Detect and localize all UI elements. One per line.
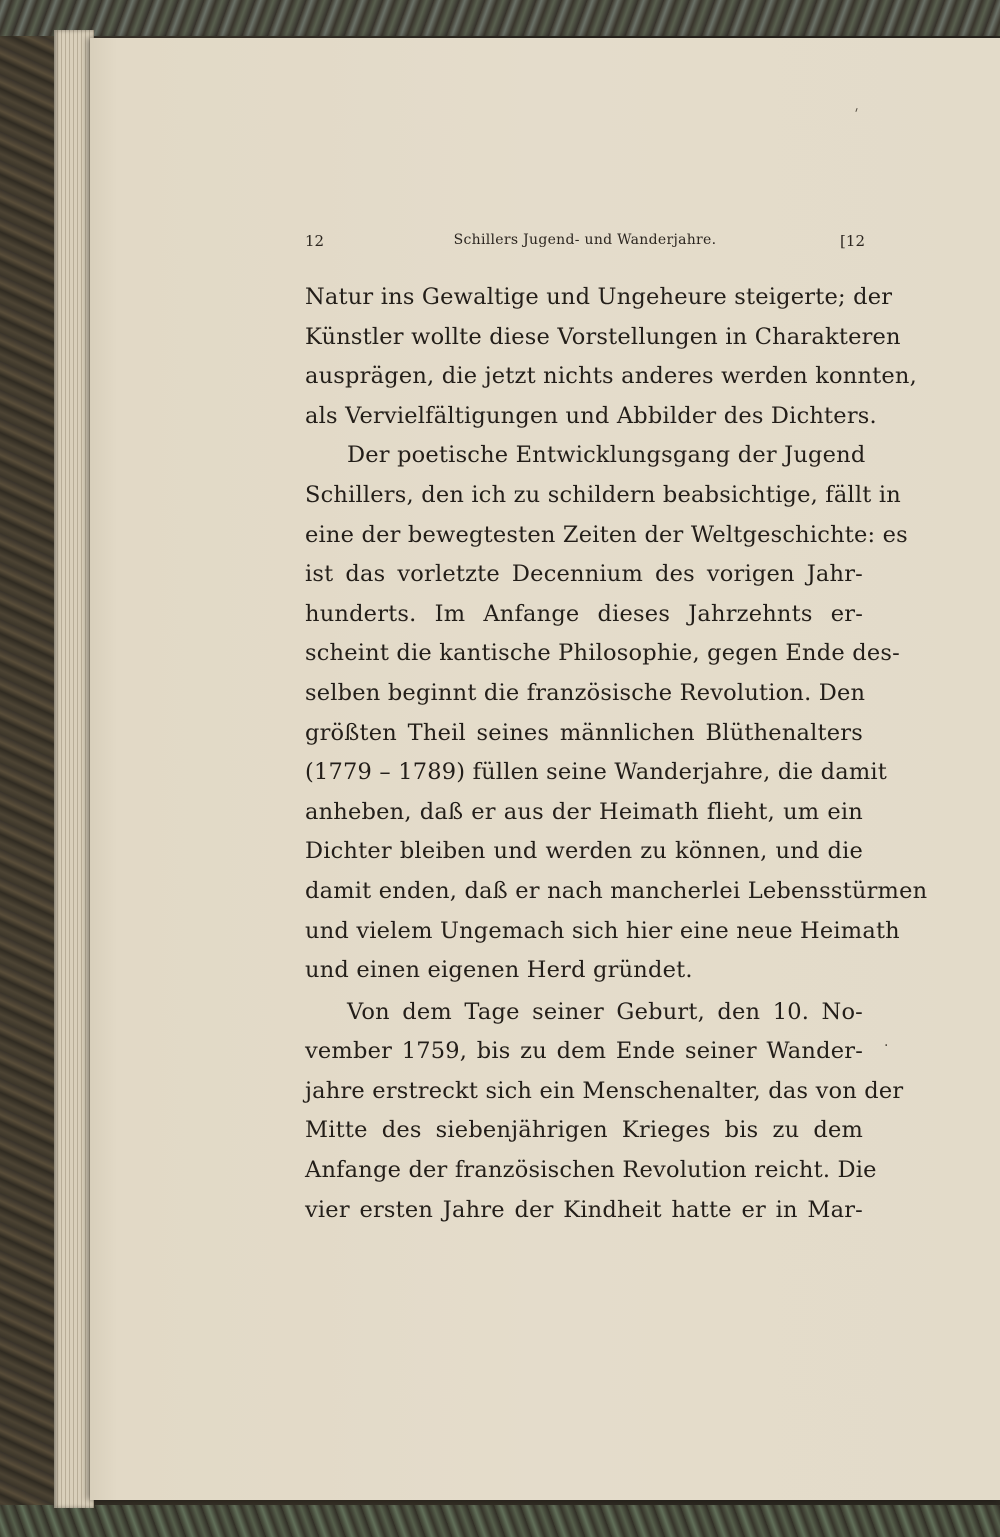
text-line: hunderts. Im Anfange dieses Jahrzehnts er- bbox=[305, 600, 863, 627]
text-line: damit enden, daß er nach mancherlei Lebensstürmen bbox=[305, 877, 928, 904]
text-line: Anfange der französischen Revolution reicht. Die bbox=[305, 1157, 877, 1184]
page-number-right: [12 bbox=[840, 232, 865, 250]
text-line: anheben, daß er aus der Heimath flieht, um ein bbox=[305, 798, 863, 825]
text-line: Schillers, den ich zu schildern beabsichtige, fällt in bbox=[305, 481, 901, 508]
text-line: eine der bewegtesten Zeiten der Weltgeschichte: es bbox=[305, 521, 908, 548]
text-line: jahre erstreckt sich ein Menschenalter, das von der bbox=[305, 1077, 904, 1104]
marbled-cover-top bbox=[0, 0, 1000, 36]
text-line: vember 1759, bis zu dem Ende seiner Wander- bbox=[305, 1038, 863, 1065]
stray-mark: · bbox=[884, 1038, 889, 1054]
text-line: Künstler wollte diese Vorstellungen in Charakteren bbox=[305, 323, 901, 350]
running-head: Schillers Jugend- und Wanderjahre. bbox=[453, 232, 717, 248]
text-line: Dichter bleiben und werden zu können, und die bbox=[305, 838, 863, 865]
text-line: und vielem Ungemach sich hier eine neue Heimath bbox=[305, 917, 900, 944]
page-header bbox=[305, 232, 865, 256]
text-line: größten Theil seines männlichen Blüthenalters bbox=[305, 719, 863, 746]
body-text bbox=[305, 278, 928, 1230]
stray-mark: ˌ bbox=[853, 97, 863, 115]
text-line: Natur ins Gewaltige und Ungeheure steigerte; der bbox=[305, 284, 893, 310]
text-line: selben beginnt die französische Revolution. Den bbox=[305, 679, 866, 706]
text-line: vier ersten Jahre der Kindheit hatte er in Mar- bbox=[305, 1196, 863, 1223]
text-line: als Vervielfältigungen und Abbilder des Dichters. bbox=[305, 402, 877, 429]
text-line: (1779 – 1789) füllen seine Wanderjahre, die damit bbox=[305, 759, 888, 786]
text-line: scheint die kantische Philosophie, gegen Ende des- bbox=[305, 640, 900, 667]
text-line: ist das vorletzte Decennium des vorigen Jahr- bbox=[305, 561, 863, 588]
text-line: ausprägen, die jetzt nichts anderes werden konnten, bbox=[305, 363, 917, 390]
marbled-cover-bottom bbox=[0, 1505, 1000, 1537]
marbled-cover-left bbox=[0, 0, 58, 1537]
page-number-left: 12 bbox=[305, 232, 325, 250]
text-line: Von dem Tage seiner Geburt, den 10. No- bbox=[347, 998, 863, 1025]
text-line: und einen eigenen Herd gründet. bbox=[305, 957, 693, 984]
text-line: Der poetische Entwicklungsgang der Jugend bbox=[347, 442, 866, 469]
page-edges bbox=[54, 30, 94, 1508]
text-line: Mitte des siebenjährigen Krieges bis zu dem bbox=[305, 1117, 863, 1144]
